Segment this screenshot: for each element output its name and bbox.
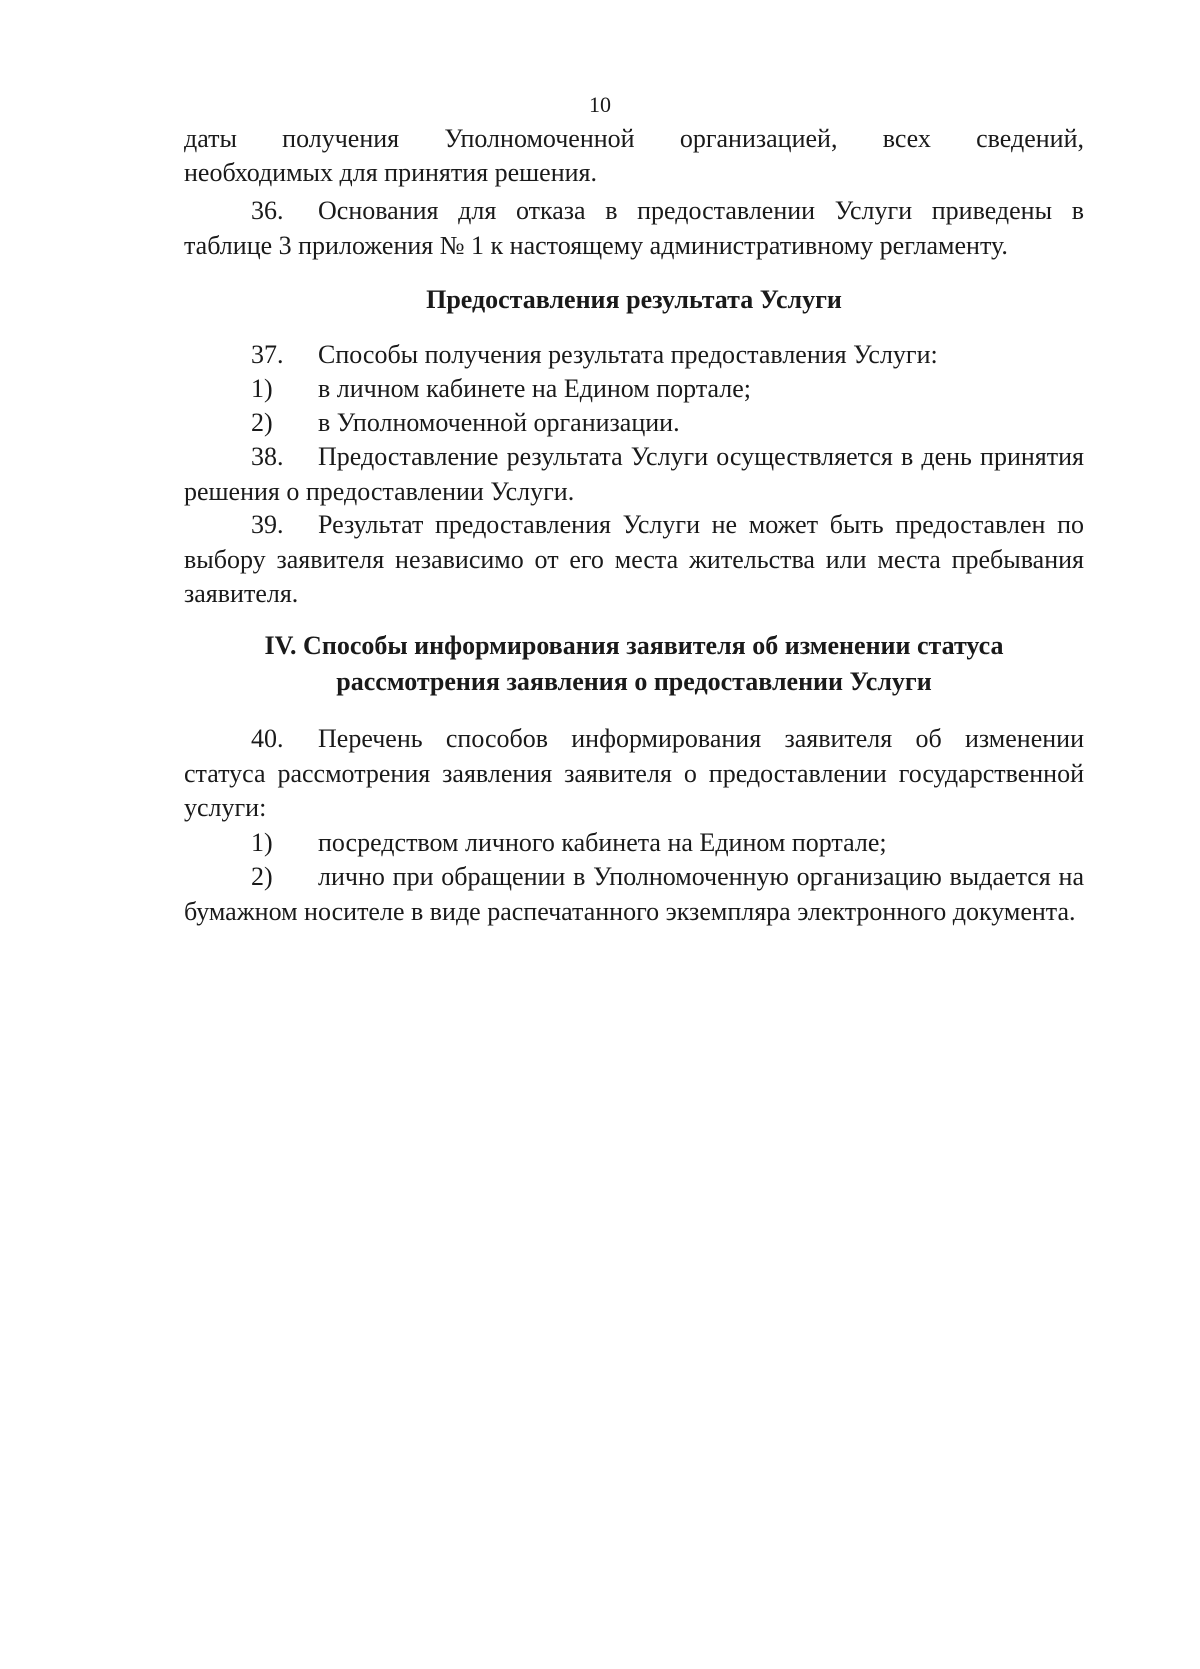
list-item-number: 2) bbox=[251, 862, 273, 891]
paragraph-number: 39. bbox=[251, 510, 284, 539]
paragraph-38 bbox=[184, 440, 1084, 509]
paragraph-number: 38. bbox=[251, 442, 284, 471]
list-item bbox=[184, 860, 1084, 929]
paragraph-36 bbox=[184, 194, 1084, 263]
intro-line-2: необходимых для принятия решения. bbox=[184, 158, 598, 187]
list-item-number: 2) bbox=[251, 408, 273, 437]
paragraph-text: Основания для отказа в предоставлении Услуги приведены в таблице 3 приложения № 1 к настоящему административному регламенту. bbox=[184, 196, 1084, 260]
chapter-heading-line-1: IV. Способы информирования заявителя об изменении статуса bbox=[264, 631, 1004, 660]
list-item-text: в Уполномоченной организации. bbox=[318, 408, 680, 437]
paragraph-37 bbox=[184, 338, 1084, 373]
list-item bbox=[251, 372, 1084, 407]
paragraph-40 bbox=[184, 722, 1084, 826]
paragraph-number: 40. bbox=[251, 724, 284, 753]
list-item-number: 1) bbox=[251, 374, 273, 403]
paragraph-text: Способы получения результата предоставления Услуги: bbox=[318, 340, 938, 369]
page-number: 10 bbox=[589, 92, 611, 117]
paragraph-39 bbox=[184, 508, 1084, 612]
section-heading: Предоставления результата Услуги bbox=[426, 285, 842, 314]
chapter-heading-line-2: рассмотрения заявления о предоставлении Услуги bbox=[336, 667, 932, 696]
list-item-number: 1) bbox=[251, 828, 273, 857]
paragraph-number: 36. bbox=[251, 196, 284, 225]
paragraph-number: 37. bbox=[251, 340, 284, 369]
list-item bbox=[251, 826, 1084, 861]
paragraph-text: Предоставление результата Услуги осуществляется в день принятия решения о предоставлении Услуги. bbox=[184, 442, 1084, 506]
list-item-text: лично при обращении в Уполномоченную организацию выдается на бумажном носителе в виде распечатанного экземпляра электронного документа. bbox=[184, 862, 1084, 926]
list-item-text: в личном кабинете на Едином портале; bbox=[318, 374, 751, 403]
intro-line-1: даты получения Уполномоченной организацией, всех сведений, bbox=[184, 124, 1084, 153]
list-item bbox=[251, 406, 1084, 441]
paragraph-text: Результат предоставления Услуги не может быть предоставлен по выбору заявителя независимо от его места жительства или места пребывания заявителя. bbox=[184, 510, 1084, 608]
paragraph-text: Перечень способов информирования заявителя об изменении статуса рассмотрения заявления заявителя о предоставлении государственной услуги: bbox=[184, 724, 1084, 822]
list-item-text: посредством личного кабинета на Едином портале; bbox=[318, 828, 887, 857]
